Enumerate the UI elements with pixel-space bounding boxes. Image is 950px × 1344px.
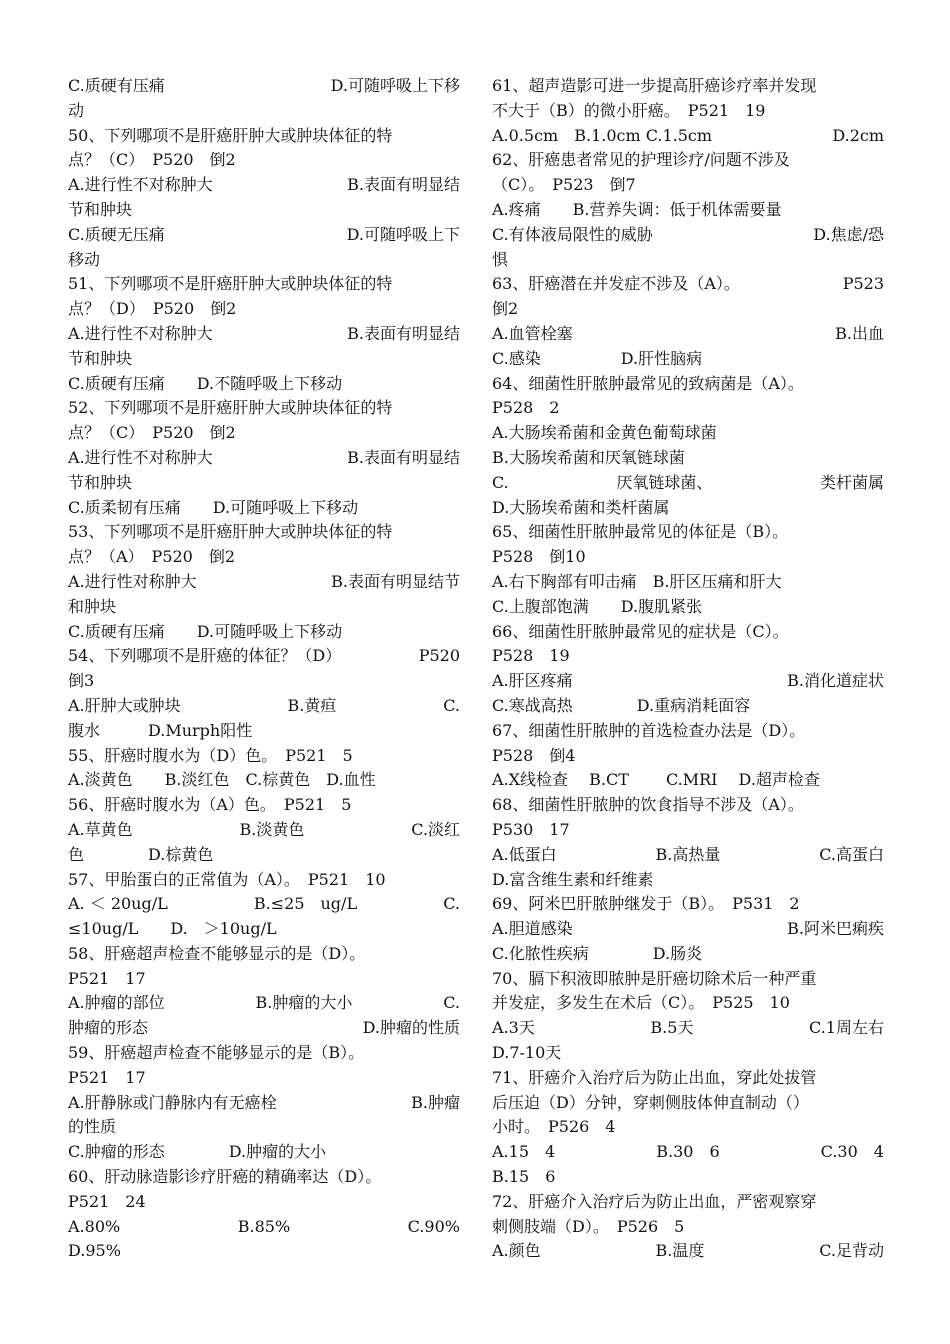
text-segment: A.进行性对称肿大	[68, 571, 197, 591]
text-segment: B.5天	[650, 1018, 694, 1038]
text-line	[68, 1016, 460, 1041]
text-line	[68, 396, 460, 421]
text-line	[68, 1239, 460, 1264]
text-segment: B.表面有明显结	[347, 447, 460, 467]
text-segment: B.≤25 ug/L	[253, 894, 358, 914]
text-segment: 刺侧肢端（D）。 P526 5	[492, 1216, 685, 1236]
text-line	[68, 669, 460, 694]
text-segment: 51、下列哪项不是肝癌肝肿大或肿块体征的特	[68, 274, 393, 294]
text-segment: A.淡黄色 B.淡红色 C.棕黄色 D.血性	[68, 770, 376, 790]
text-segment: D.95%	[68, 1241, 121, 1261]
text-line	[68, 347, 460, 372]
text-segment: B.85%	[237, 1216, 291, 1236]
text-line	[68, 818, 460, 843]
text-segment: B.肿瘤	[411, 1092, 460, 1112]
text-line	[68, 1215, 460, 1240]
text-segment: A.进行性不对称肿大	[68, 323, 213, 343]
text-line	[68, 421, 460, 446]
text-line	[492, 620, 884, 645]
text-line	[68, 694, 460, 719]
text-line	[492, 669, 884, 694]
text-line	[492, 868, 884, 893]
text-segment: C.高蛋白	[819, 844, 884, 864]
text-line	[68, 322, 460, 347]
text-line	[492, 967, 884, 992]
text-segment: ≤10ug/L D. ＞10ug/L	[68, 919, 277, 939]
text-line	[68, 545, 460, 570]
text-segment: 59、肝癌超声检查不能够显示的是（B）。	[68, 1043, 365, 1063]
text-line	[492, 793, 884, 818]
text-segment: D.大肠埃希菌和类杆菌属	[492, 497, 670, 517]
text-line	[492, 1215, 884, 1240]
text-line	[68, 1115, 460, 1140]
text-segment: A.大肠埃希菌和金黄色葡萄球菌	[492, 423, 717, 443]
text-line	[492, 768, 884, 793]
text-line	[492, 421, 884, 446]
text-segment: 动	[68, 100, 85, 120]
text-segment: 58、肝癌超声检查不能够显示的是（D）。	[68, 943, 366, 963]
text-line	[68, 868, 460, 893]
text-segment: 52、下列哪项不是肝癌肝肿大或肿块体征的特	[68, 398, 393, 418]
text-line	[492, 1190, 884, 1215]
text-line	[492, 595, 884, 620]
text-segment: 64、细菌性肝脓肿最常见的致病菌是（A）。	[492, 373, 804, 393]
text-line	[492, 99, 884, 124]
text-line	[492, 1115, 884, 1140]
text-segment: 节和肿块	[68, 348, 133, 368]
text-line	[492, 223, 884, 248]
text-line	[68, 644, 460, 669]
text-segment: C.	[443, 695, 460, 715]
text-line	[68, 223, 460, 248]
text-segment: P528 倒10	[492, 547, 586, 567]
text-segment: C.质硬有压痛	[68, 76, 165, 95]
text-line	[68, 1066, 460, 1091]
text-segment: 53、下列哪项不是肝癌肝肿大或肿块体征的特	[68, 522, 393, 542]
text-line	[68, 446, 460, 471]
text-segment: 54、下列哪项不是肝癌的体征？（D）	[68, 646, 342, 666]
text-segment: 后压迫（D）分钟，穿刺侧肢体伸直制动（）	[492, 1092, 809, 1112]
text-segment: 色 D.棕黄色	[68, 844, 214, 864]
text-segment: B.30 6	[656, 1142, 720, 1162]
text-segment: 的性质	[68, 1117, 117, 1137]
text-segment: 66、细菌性肝脓肿最常见的症状是（C）。	[492, 621, 789, 641]
text-line	[492, 1066, 884, 1091]
text-line	[492, 570, 884, 595]
text-line	[492, 347, 884, 372]
text-line	[492, 148, 884, 173]
text-segment: C.质硬有压痛 D.可随呼吸上下移动	[68, 621, 343, 641]
text-line	[68, 620, 460, 645]
text-segment: 节和肿块	[68, 472, 133, 492]
text-segment: 72、肝癌介入治疗后为防止出血，严密观察穿	[492, 1191, 817, 1211]
text-segment: B.阿米巴痢疾	[787, 919, 884, 939]
text-segment: 62、肝癌患者常见的护理诊疗/问题不涉及	[492, 150, 790, 170]
text-segment: A.肝肿大或肿块	[68, 695, 181, 715]
text-line	[68, 471, 460, 496]
text-line	[68, 520, 460, 545]
text-line	[68, 1190, 460, 1215]
text-segment: B.表面有明显结	[347, 323, 460, 343]
text-line	[68, 74, 460, 99]
text-line	[492, 1016, 884, 1041]
text-segment: C.质硬无压痛	[68, 224, 165, 244]
text-segment: P521 17	[68, 1067, 146, 1087]
text-segment: B.温度	[655, 1241, 705, 1261]
text-line	[68, 148, 460, 173]
text-line	[492, 322, 884, 347]
text-line	[492, 446, 884, 471]
text-line	[492, 496, 884, 521]
text-segment: P520	[418, 646, 460, 666]
text-line	[492, 297, 884, 322]
text-line	[492, 1091, 884, 1116]
text-segment: A. ＜ 20ug/L	[68, 894, 168, 914]
text-line	[68, 719, 460, 744]
text-segment: D.2cm	[832, 125, 884, 145]
text-line	[492, 719, 884, 744]
text-segment: A.肝静脉或门静脉内有无癌栓	[68, 1092, 277, 1112]
text-segment: 65、细菌性肝脓肿最常见的体征是（B）。	[492, 522, 789, 542]
text-segment: 惧	[492, 249, 509, 269]
text-segment: A.颜色	[492, 1241, 541, 1261]
text-segment: P521 24	[68, 1191, 146, 1211]
text-segment: D.7-10天	[492, 1043, 562, 1063]
text-line	[68, 1140, 460, 1165]
text-segment: D.肿瘤的性质	[362, 1018, 460, 1038]
text-segment: A.80%	[68, 1216, 121, 1236]
text-line	[492, 942, 884, 967]
text-segment: B.15 6	[492, 1167, 556, 1187]
text-segment: B.出血	[835, 323, 884, 343]
text-line	[492, 74, 884, 99]
text-line	[68, 967, 460, 992]
text-line	[492, 1140, 884, 1165]
text-segment: P528 2	[492, 398, 560, 418]
text-segment: B.淡黄色	[239, 819, 305, 839]
text-segment: 点？（C） P520 倒2	[68, 150, 236, 170]
text-segment: A.低蛋白	[492, 844, 557, 864]
text-segment: 节和肿块	[68, 199, 133, 219]
text-segment: 腹水 D.Murph阳性	[68, 720, 253, 740]
text-line	[68, 1165, 460, 1190]
text-line	[492, 1165, 884, 1190]
text-segment: P523	[842, 274, 884, 294]
text-line	[492, 644, 884, 669]
text-segment: B.消化道症状	[787, 671, 884, 691]
text-segment: 厌氧链球菌、	[616, 472, 713, 492]
text-segment: 55、肝癌时腹水为（D）色。 P521 5	[68, 745, 353, 765]
text-segment: C.1周左右	[809, 1018, 884, 1038]
text-line	[68, 843, 460, 868]
text-segment: C.肿瘤的形态 D.肿瘤的大小	[68, 1142, 327, 1162]
text-segment: 56、肝癌时腹水为（A）色。 P521 5	[68, 795, 352, 815]
text-line	[492, 818, 884, 843]
text-segment: 71、肝癌介入治疗后为防止出血，穿此处拔管	[492, 1067, 817, 1087]
text-segment: C.	[443, 894, 460, 914]
text-segment: B.表面有明显结	[347, 175, 460, 195]
text-line	[492, 173, 884, 198]
text-line	[492, 892, 884, 917]
text-segment: B.表面有明显结节	[331, 571, 460, 591]
text-segment: A.胆道感染	[492, 919, 573, 939]
text-line	[68, 1041, 460, 1066]
text-segment: A.血管栓塞	[492, 323, 573, 343]
text-segment: D.富含维生素和纤维素	[492, 869, 654, 889]
text-segment: A.草黄色	[68, 819, 133, 839]
text-line	[68, 124, 460, 149]
text-segment: D.焦虑/恐	[813, 224, 884, 244]
text-line	[68, 595, 460, 620]
text-segment: P528 倒4	[492, 745, 576, 765]
text-segment: 68、细菌性肝脓肿的饮食指导不涉及（A）。	[492, 795, 804, 815]
text-segment: （C）。 P523 倒7	[492, 175, 636, 195]
text-segment: 70、膈下积液即脓肿是肝癌切除术后一种严重	[492, 968, 817, 988]
text-segment: 50、下列哪项不是肝癌肝肿大或肿块体征的特	[68, 125, 393, 145]
text-line	[492, 744, 884, 769]
text-segment: 倒2	[492, 299, 519, 319]
text-segment: C.	[492, 472, 509, 492]
text-line	[492, 198, 884, 223]
text-segment: 小时。 P526 4	[492, 1117, 616, 1137]
text-segment: B.肿瘤的大小	[255, 993, 353, 1013]
text-line	[68, 297, 460, 322]
text-line	[68, 496, 460, 521]
text-line	[68, 372, 460, 397]
text-line	[492, 545, 884, 570]
text-segment: C.寒战高热 D.重病消耗面容	[492, 695, 751, 715]
text-line	[68, 991, 460, 1016]
text-line	[68, 917, 460, 942]
text-segment: 60、肝动脉造影诊疗肝癌的精确率达（D）。	[68, 1167, 382, 1187]
text-segment: 点？（C） P520 倒2	[68, 423, 236, 443]
text-segment: A.X线检查 B.CT C.MRI D.超声检查	[492, 770, 820, 790]
text-segment: B.高热量	[655, 844, 721, 864]
text-line	[492, 1239, 884, 1264]
text-line	[492, 694, 884, 719]
text-segment: D.可随呼吸上下	[346, 224, 460, 244]
text-line	[492, 520, 884, 545]
text-line	[68, 892, 460, 917]
text-line	[68, 198, 460, 223]
text-segment: A.右下胸部有叩击痛 B.肝区压痛和肝大	[492, 571, 782, 591]
text-segment: C.足背动	[819, 1241, 884, 1261]
text-segment: B.黄疸	[287, 695, 337, 715]
text-line	[68, 744, 460, 769]
text-segment: C.化脓性疾病 D.肠炎	[492, 943, 703, 963]
text-segment: 移动	[68, 249, 101, 269]
text-line	[68, 768, 460, 793]
text-segment: C.感染 D.肝性脑病	[492, 348, 703, 368]
text-line	[68, 942, 460, 967]
text-segment: C.30 4	[820, 1142, 884, 1162]
text-segment: A.疼痛 B.营养失调：低于机体需要量	[492, 199, 782, 219]
right-column	[492, 74, 884, 1264]
text-line	[68, 793, 460, 818]
text-line	[68, 272, 460, 297]
text-segment: 61、超声造影可进一步提高肝癌诊疗率并发现	[492, 76, 817, 95]
text-line	[492, 372, 884, 397]
text-segment: C.	[443, 993, 460, 1013]
text-segment: 点？（D） P520 倒2	[68, 299, 237, 319]
text-segment: C.上腹部饱满 D.腹肌紧张	[492, 596, 703, 616]
text-line	[68, 248, 460, 273]
text-line	[68, 1091, 460, 1116]
text-line	[68, 99, 460, 124]
text-segment: 肿瘤的形态	[68, 1018, 149, 1038]
text-line	[492, 471, 884, 496]
text-line	[492, 248, 884, 273]
text-line	[492, 272, 884, 297]
text-segment: 63、肝癌潜在并发症不涉及（A）。	[492, 274, 740, 294]
text-segment: P528 19	[492, 646, 570, 666]
text-segment: 57、甲胎蛋白的正常值为（A）。 P521 10	[68, 869, 386, 889]
text-segment: A.3天	[492, 1018, 535, 1038]
text-segment: C.质硬有压痛 D.不随呼吸上下移动	[68, 373, 343, 393]
text-segment: A.15 4	[492, 1142, 556, 1162]
text-line	[68, 570, 460, 595]
text-line	[492, 124, 884, 149]
text-segment: C.质柔韧有压痛 D.可随呼吸上下移动	[68, 497, 359, 517]
text-segment: 和肿块	[68, 596, 117, 616]
text-segment: 67、细菌性肝脓肿的首选检查办法是（D）。	[492, 720, 806, 740]
text-segment: 点？（A） P520 倒2	[68, 547, 236, 567]
text-segment: A.0.5cm B.1.0cm C.1.5cm	[492, 125, 713, 145]
text-segment: C.淡红	[411, 819, 460, 839]
text-segment: C.有体液局限性的威胁	[492, 224, 653, 244]
text-segment: C.90%	[407, 1216, 460, 1236]
text-segment: 不大于（B）的微小肝癌。 P521 19	[492, 100, 766, 120]
text-line	[68, 173, 460, 198]
text-line	[492, 396, 884, 421]
text-line	[492, 843, 884, 868]
text-segment: 并发症，多发生在术后（C）。 P525 10	[492, 993, 790, 1013]
text-segment: P521 17	[68, 968, 146, 988]
text-line	[492, 1041, 884, 1066]
text-segment: A.肝区疼痛	[492, 671, 573, 691]
text-segment: B.大肠埃希菌和厌氧链球菌	[492, 447, 685, 467]
text-segment: 类杆菌属	[819, 472, 884, 492]
text-segment: 倒3	[68, 671, 95, 691]
text-segment: D.可随呼吸上下移	[330, 76, 460, 95]
text-segment: A.肿瘤的部位	[68, 993, 165, 1013]
text-segment: A.进行性不对称肿大	[68, 175, 213, 195]
text-segment: P530 17	[492, 819, 570, 839]
text-segment: 69、阿米巴肝脓肿继发于（B）。 P531 2	[492, 894, 800, 914]
left-column	[68, 74, 460, 1264]
text-line	[492, 917, 884, 942]
text-segment: A.进行性不对称肿大	[68, 447, 213, 467]
text-line	[492, 991, 884, 1016]
